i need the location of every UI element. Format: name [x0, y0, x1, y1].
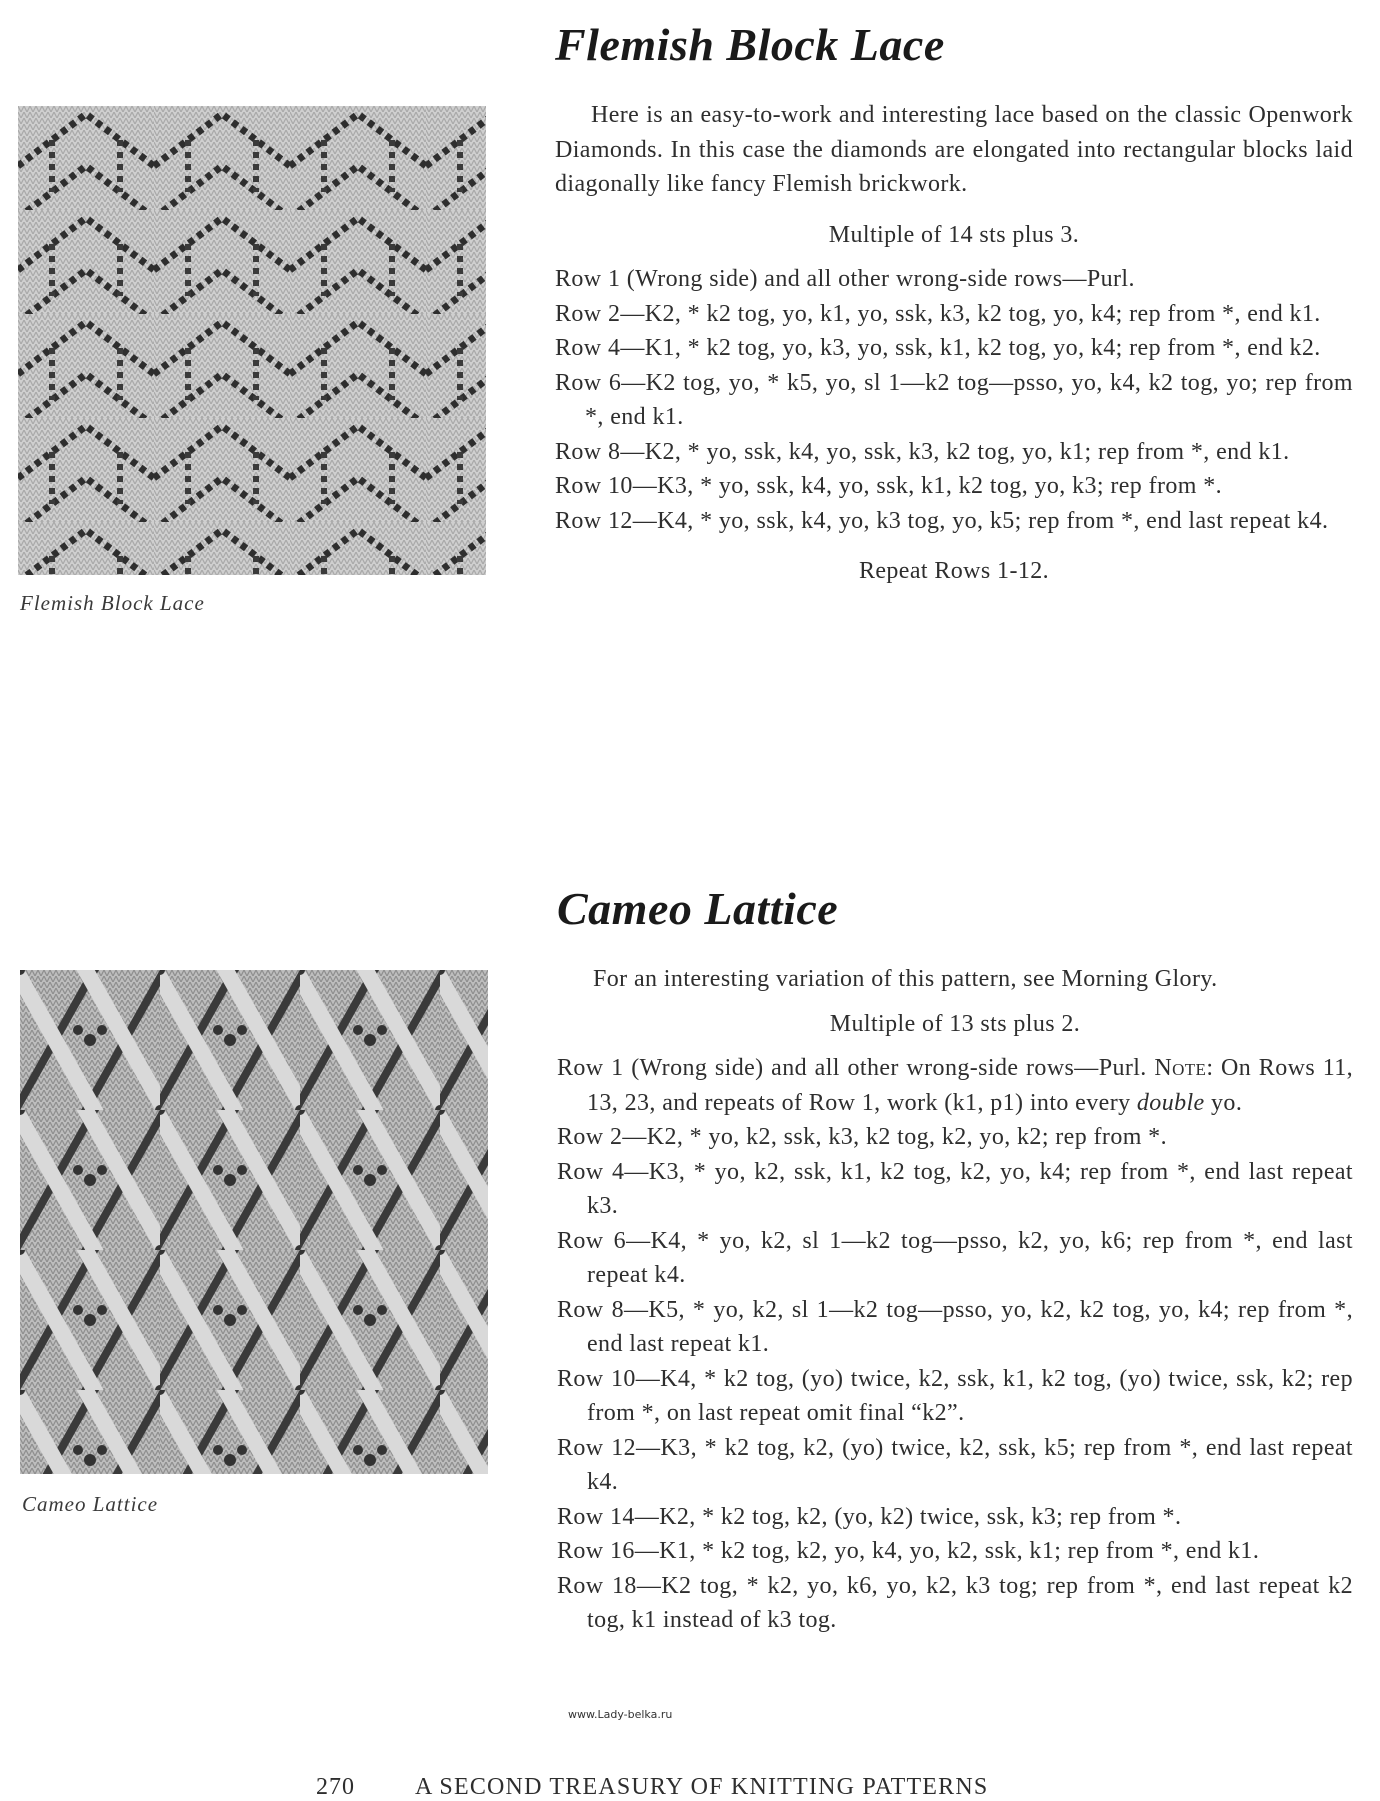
flemish-block-lace-photo [18, 106, 486, 575]
list-item: Row 16—K1, * k2 tog, k2, yo, k4, yo, k2, ssk, k1; rep from *, end k1. [557, 1538, 1260, 1564]
list-item: Row 12—K3, * k2 tog, k2, (yo) twice, k2, ssk, k5; rep from *, end last repeat k4. [557, 1434, 1353, 1495]
row1-note-text: On Rows 11, 13, 23, and repeats of Row 1, work (k1, p1) into every [587, 1055, 1353, 1116]
note-label: Note: [1154, 1055, 1214, 1081]
list-item: Row 1 (Wrong side) and all other wrong-side rows—Purl. [555, 266, 1135, 292]
list-item: Row 10—K3, * yo, ssk, k4, yo, ssk, k1, k2 tog, yo, k3; rep from *. [555, 473, 1223, 499]
list-item: Row 18—K2 tog, * k2, yo, k6, yo, k2, k3 tog; rep from *, end last repeat k2 tog, k1 instead of k3 tog. [557, 1572, 1353, 1633]
book-title: A SECOND TREASURY OF KNITTING PATTERNS [415, 1774, 989, 1800]
cameo-intro: For an interesting variation of this pattern, see Morning Glory. [593, 966, 1218, 992]
list-item: Row 6—K2 tog, yo, * k5, yo, sl 1—k2 tog—psso, yo, k4, k2 tog, yo; rep from *, end k1. [555, 369, 1353, 430]
flemish-text-block [555, 98, 1353, 589]
cameo-text-block [557, 962, 1353, 1638]
list-item: Row 10—K4, * k2 tog, (yo) twice, k2, ssk, k1, k2 tog, (yo) twice, ssk, k2; rep from *, on last repeat omit final “k2”. [557, 1365, 1353, 1426]
flemish-repeat: Repeat Rows 1-12. [858, 558, 1050, 584]
list-item [557, 1051, 1353, 1120]
watermark: www.Lady-belka.ru [568, 1708, 673, 1721]
section-title-flemish: Flemish Block Lace [555, 19, 945, 70]
caption-flemish: Flemish Block Lace [20, 591, 205, 615]
list-item: Row 4—K3, * yo, k2, ssk, k1, k2 tog, k2, yo, k4; rep from *, end last repeat k3. [557, 1158, 1353, 1219]
list-item: Row 8—K5, * yo, k2, sl 1—k2 tog—psso, yo, k2, k2 tog, yo, k4; rep from *, end last repeat k1. [557, 1296, 1353, 1357]
cameo-lattice-photo [20, 970, 488, 1474]
cameo-rows [557, 1051, 1353, 1638]
section-title-cameo: Cameo Lattice [557, 883, 839, 934]
list-item: Row 4—K1, * k2 tog, yo, k3, yo, ssk, k1, k2 tog, yo, k4; rep from *, end k2. [555, 335, 1321, 361]
list-item: Row 2—K2, * k2 tog, yo, k1, yo, ssk, k3, k2 tog, yo, k4; rep from *, end k1. [555, 300, 1321, 327]
page-footer [316, 1774, 988, 1801]
cameo-multiple: Multiple of 13 sts plus 2. [829, 1010, 1081, 1037]
flemish-rows [555, 262, 1353, 538]
flemish-multiple: Multiple of 14 sts plus 3. [828, 221, 1080, 248]
row1-emphasis: double [1136, 1089, 1205, 1116]
page-number: 270 [316, 1774, 355, 1800]
row1-end: yo. [1204, 1089, 1243, 1116]
list-item: Row 2—K2, * yo, k2, ssk, k3, k2 tog, k2, yo, k2; rep from *. [557, 1124, 1167, 1150]
list-item: Row 8—K2, * yo, ssk, k4, yo, ssk, k3, k2 tog, yo, k1; rep from *, end k1. [555, 438, 1290, 465]
list-item: Row 12—K4, * yo, ssk, k4, yo, k3 tog, yo, k5; rep from *, end last repeat k4. [555, 507, 1329, 534]
caption-cameo: Cameo Lattice [22, 1492, 159, 1516]
list-item: Row 14—K2, * k2 tog, k2, (yo, k2) twice, ssk, k3; rep from *. [557, 1503, 1182, 1530]
list-item: Row 6—K4, * yo, k2, sl 1—k2 tog—psso, k2, yo, k6; rep from *, end last repeat k4. [557, 1227, 1353, 1288]
row1-text: Row 1 (Wrong side) and all other wrong-side rows—Purl. [557, 1055, 1155, 1081]
flemish-intro: Here is an easy-to-work and interesting lace based on the classic Openwork Diamonds. In this case the diamonds are elongated into rectangular blocks laid diagonally like fancy Flemish brickwork. [555, 102, 1353, 197]
